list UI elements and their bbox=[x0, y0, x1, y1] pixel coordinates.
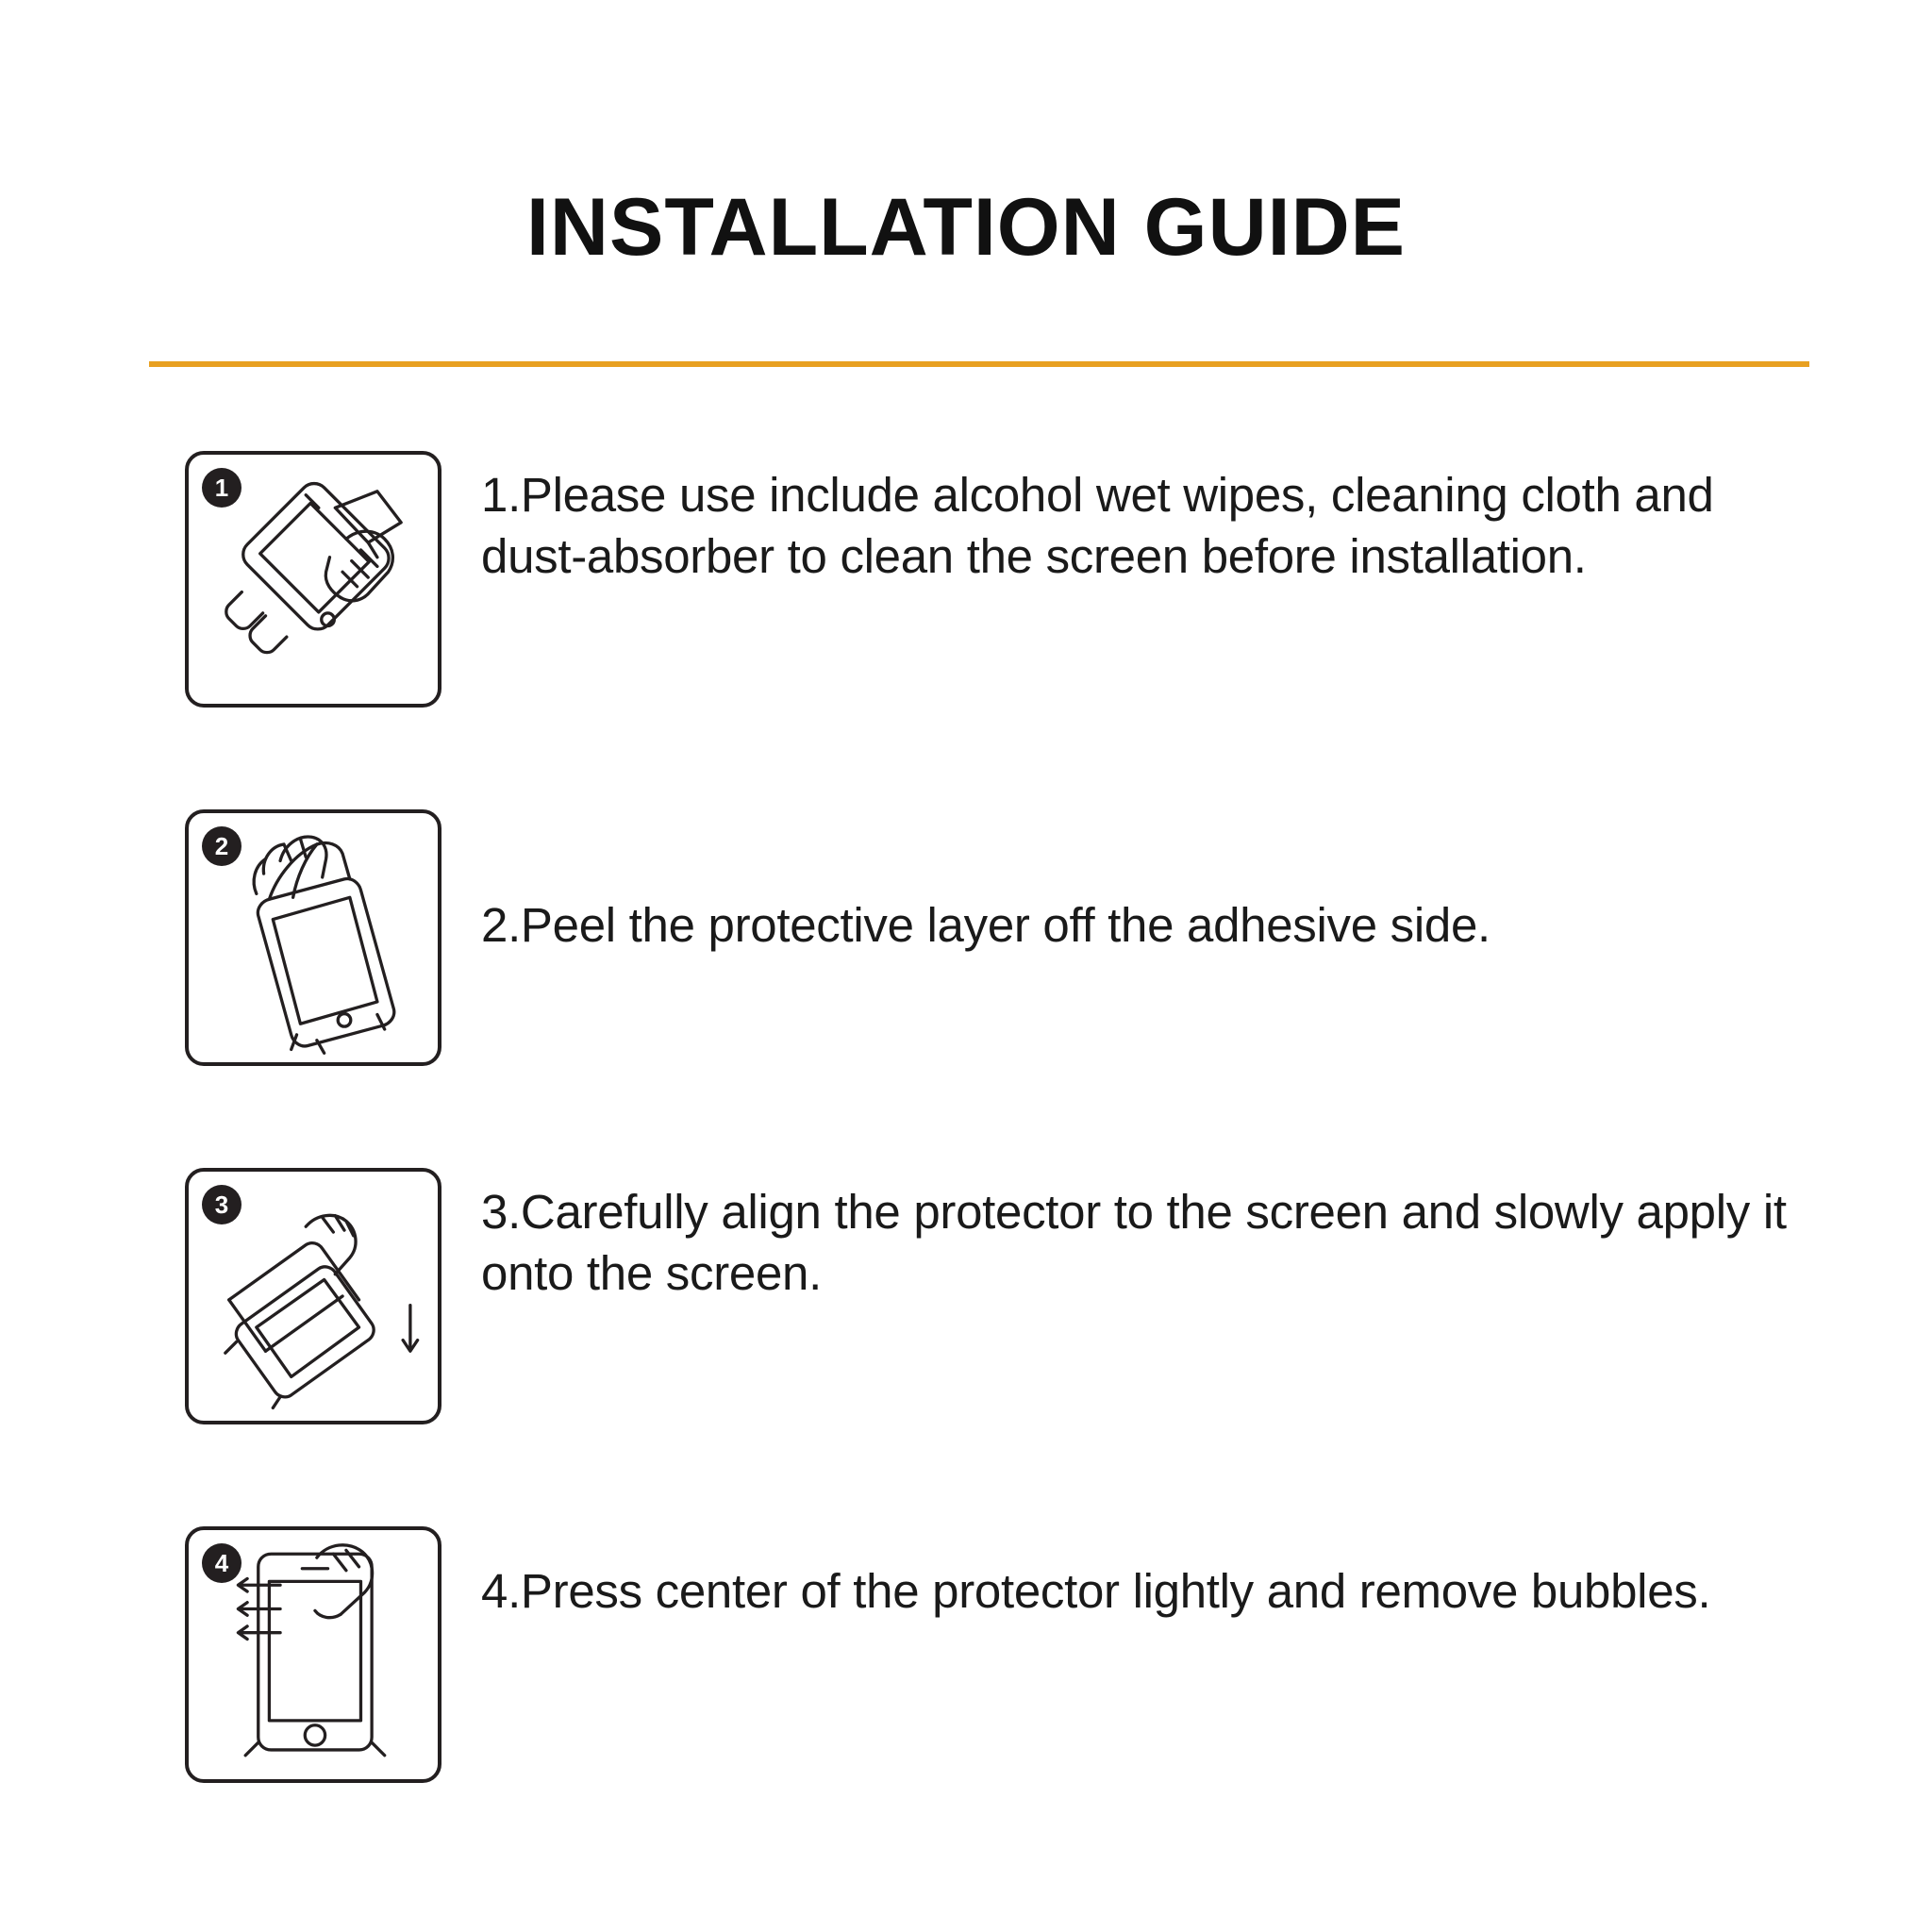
step-description: 4.Press center of the protector lightly and remove bubbles. bbox=[481, 1564, 1711, 1618]
step-item bbox=[0, 809, 1932, 1168]
step-description: 2.Peel the protective layer off the adhesive side. bbox=[481, 898, 1491, 952]
step-2-illustration bbox=[185, 809, 441, 1066]
step-number-badge: 3 bbox=[202, 1185, 242, 1224]
steps-list bbox=[0, 451, 1932, 1885]
page-title: INSTALLATION GUIDE bbox=[525, 182, 1407, 273]
title-divider bbox=[149, 361, 1809, 367]
step-number-badge: 2 bbox=[202, 826, 242, 866]
step-item bbox=[0, 451, 1932, 809]
step-3-illustration bbox=[185, 1168, 441, 1424]
step-item bbox=[0, 1526, 1932, 1885]
step-item bbox=[0, 1168, 1932, 1526]
step-4-illustration bbox=[185, 1526, 441, 1783]
step-description: 3.Carefully align the protector to the screen and slowly apply it onto the screen. bbox=[481, 1185, 1787, 1301]
step-description: 1.Please use include alcohol wet wipes, cleaning cloth and dust-absorber to clean the screen before installation. bbox=[481, 468, 1714, 584]
step-number-badge: 1 bbox=[202, 468, 242, 508]
step-1-illustration bbox=[185, 451, 441, 708]
step-number-badge: 4 bbox=[202, 1543, 242, 1583]
